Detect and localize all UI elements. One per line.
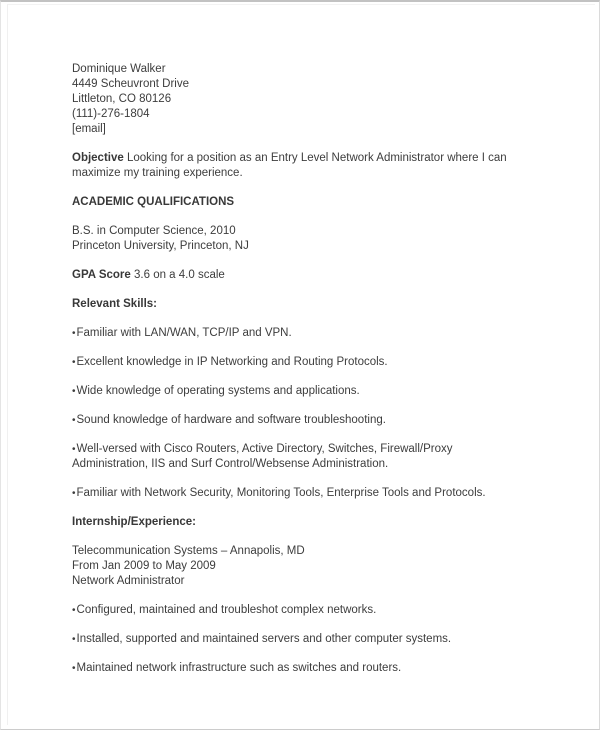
resume-content (1, 2, 599, 676)
skill-item (72, 384, 529, 399)
contact-phone: (111)-276-1804 (72, 108, 150, 120)
contact-address-line2: Littleton, CO 80126 (72, 93, 172, 105)
gpa-value: 3.6 on a 4.0 scale (130, 269, 225, 281)
experience-item (72, 632, 529, 647)
bullet-icon: • (72, 386, 76, 397)
gpa-line (72, 268, 529, 283)
skills-list (72, 326, 529, 501)
skill-item (72, 326, 529, 341)
gpa-label: GPA Score (72, 269, 131, 281)
skill-text: Sound knowledge of hardware and software troubleshooting. (76, 414, 386, 426)
skill-text: Well-versed with Cisco Routers, Active Directory, Switches, Firewall/Proxy Administration, IIS and Surf Control/Websense Administration. (72, 443, 453, 470)
skill-text: Excellent knowledge in IP Networking and Routing Protocols. (76, 356, 388, 368)
skill-text: Familiar with Network Security, Monitoring Tools, Enterprise Tools and Protocols. (76, 487, 486, 499)
experience-text: Maintained network infrastructure such as switches and routers. (76, 662, 402, 674)
education-school: Princeton University, Princeton, NJ (72, 240, 249, 252)
experience-item (72, 661, 529, 676)
experience-item (72, 603, 529, 618)
skill-item (72, 355, 529, 370)
experience-company: Telecommunication Systems – Annapolis, MD (72, 545, 305, 557)
bullet-icon: • (72, 415, 76, 426)
experience-role: Network Administrator (72, 575, 185, 587)
objective-paragraph (72, 151, 529, 181)
skill-item (72, 413, 529, 428)
bullet-icon: • (72, 328, 76, 339)
bullet-icon: • (72, 605, 76, 616)
contact-email: [email] (72, 123, 106, 135)
skill-text: Familiar with LAN/WAN, TCP/IP and VPN. (76, 327, 292, 339)
education-degree: B.S. in Computer Science, 2010 (72, 225, 236, 237)
contact-block (72, 62, 529, 137)
education-block (72, 224, 529, 254)
objective-text: Looking for a position as an Entry Level Network Administrator where I can maximize my training experience. (72, 152, 507, 179)
section-heading-academic: ACADEMIC QUALIFICATIONS (72, 196, 235, 208)
section-heading-experience: Internship/Experience: (72, 516, 196, 528)
bullet-icon: • (72, 488, 76, 499)
skill-item (72, 442, 529, 472)
experience-text: Installed, supported and maintained servers and other computer systems. (76, 633, 452, 645)
bullet-icon: • (72, 444, 76, 455)
skill-text: Wide knowledge of operating systems and applications. (76, 385, 360, 397)
skill-item (72, 486, 529, 501)
objective-label: Objective (72, 152, 124, 164)
contact-name: Dominique Walker (72, 63, 166, 75)
experience-job-block (72, 544, 529, 589)
bullet-icon: • (72, 663, 76, 674)
section-heading-skills: Relevant Skills: (72, 298, 158, 310)
experience-text: Configured, maintained and troubleshot complex networks. (76, 604, 377, 616)
experience-duration: From Jan 2009 to May 2009 (72, 560, 216, 572)
experience-list (72, 603, 529, 676)
bullet-icon: • (72, 357, 76, 368)
bullet-icon: • (72, 634, 76, 645)
contact-address-line1: 4449 Scheuvront Drive (72, 78, 189, 90)
